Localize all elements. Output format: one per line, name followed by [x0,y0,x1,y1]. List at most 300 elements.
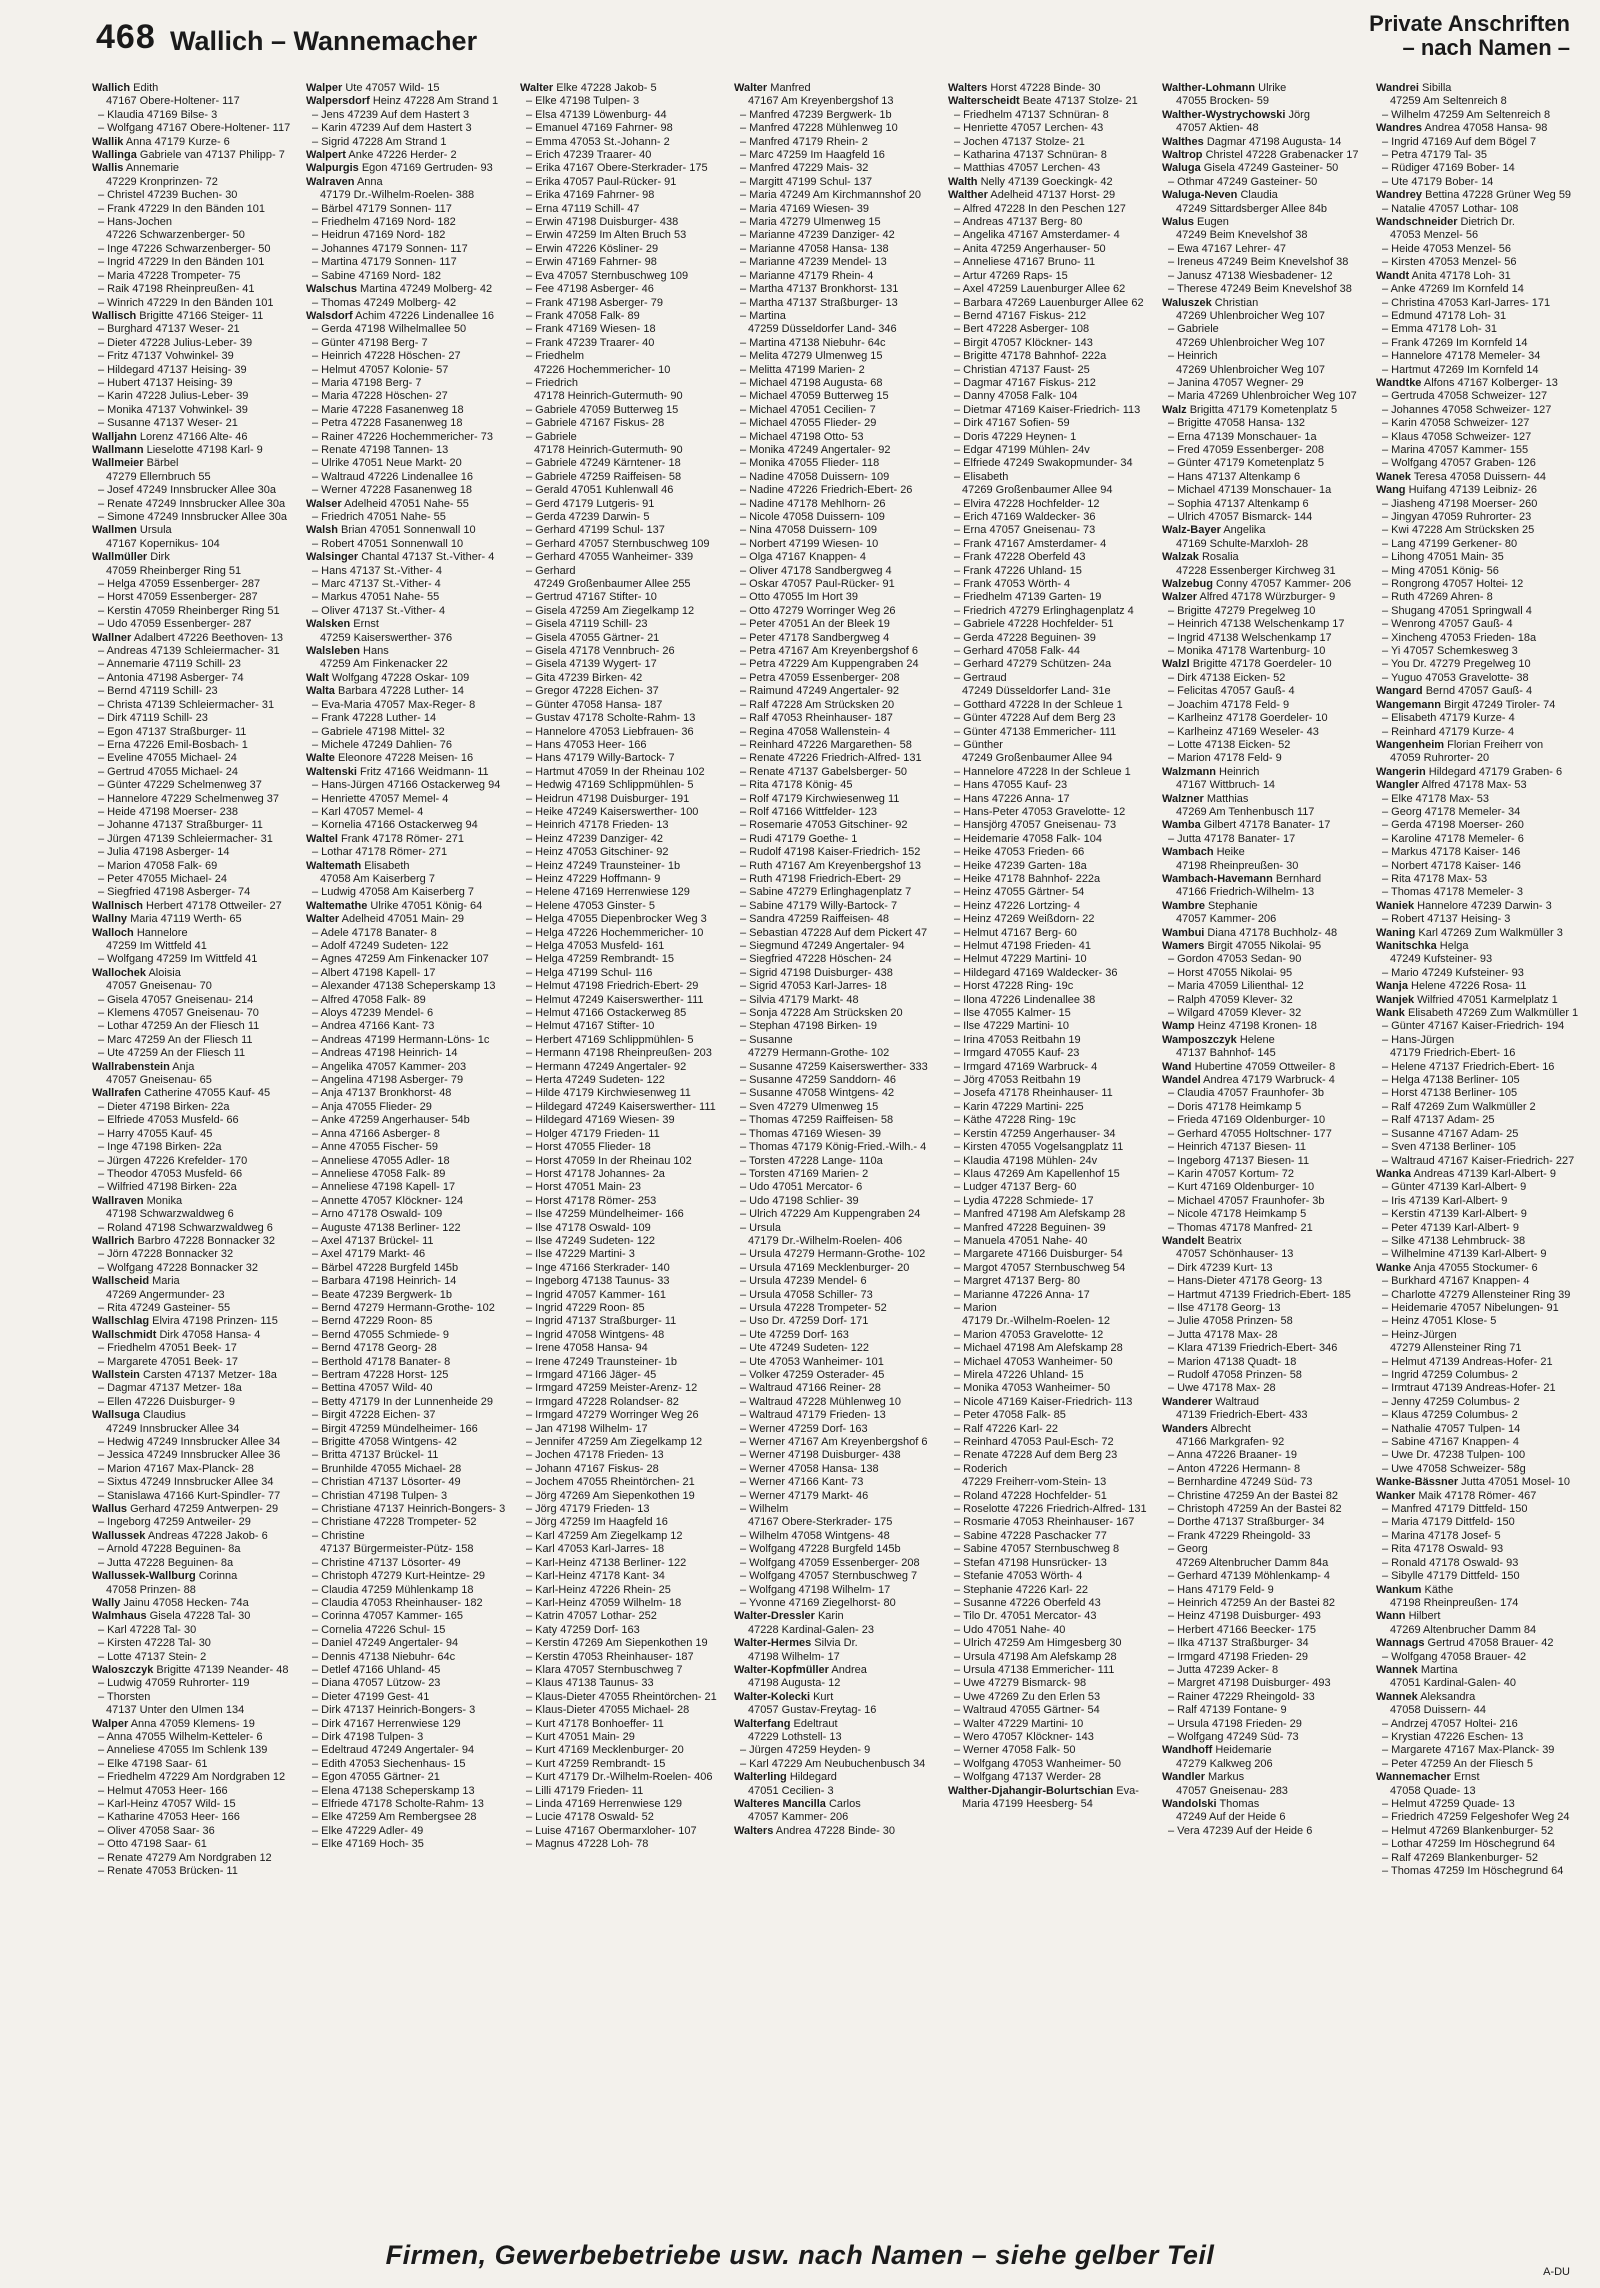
entry-text: – Herbert 47166 Beecker- 175 [1168,1623,1316,1636]
entry-surname: Waltemathe [306,899,368,912]
entry-text: – Friedrich 47279 Erlinghagenplatz 4 [954,604,1134,617]
entry-text: – Heinrich 47259 An der Bastei 82 [1168,1596,1335,1609]
entry-text: – Uwe 47279 Bismarck- 98 [954,1677,1087,1690]
directory-entry [1376,1047,1580,1060]
entry-text: 47167 Wittbruch- 14 [1176,779,1276,792]
directory-entry [1376,189,1580,202]
directory-entry [1162,1396,1366,1409]
directory-entry [948,1181,1152,1194]
entry-text: Elisabeth 47269 Zum Walkmüller 1 [1404,1007,1579,1020]
directory-entry [734,511,938,524]
entry-surname: Wandtke [1376,376,1422,389]
directory-entry [306,1516,510,1529]
directory-entry [1162,1798,1366,1811]
entry-text: – Birgit 47228 Eichen- 37 [312,1409,436,1422]
directory-entry [948,310,1152,323]
entry-text: – Christa 47139 Schleiermacher- 31 [98,698,275,711]
entry-text: – Jens 47239 Auf dem Hastert 3 [312,108,470,121]
directory-entry [948,752,1152,765]
entry-text: – Helga 47199 Schul- 116 [526,966,653,979]
directory-entry [520,953,724,966]
entry-text: Alfred 47178 Max- 53 [1419,779,1527,792]
entry-surname: Wally [92,1596,121,1609]
entry-text: – Ursula 47279 Hermann-Grothe- 102 [740,1248,926,1261]
entry-surname: Walter [520,82,554,94]
entry-text: – Manfred 47239 Bergwerk- 1b [740,108,892,121]
directory-entry [1162,457,1366,470]
directory-entry [306,1356,510,1369]
entry-text: – Ralf 47228 Am Strücksken 20 [740,698,895,711]
directory-entry [1376,1356,1580,1369]
directory-entry [734,1034,938,1047]
entry-surname: Wallmüller [92,551,148,564]
directory-entry [734,886,938,899]
directory-entry [520,994,724,1007]
directory-entry [1376,1101,1580,1114]
entry-text: – Monika 47055 Flieder- 118 [740,457,880,470]
entry-text: – Frank 47239 Traarer- 40 [526,336,655,349]
entry-text: – Lydia 47228 Schmiede- 17 [954,1194,1094,1207]
directory-entry [1376,980,1580,993]
directory-entry [520,1758,724,1771]
entry-text: Anita 47178 Loh- 31 [1409,269,1511,282]
directory-entry [734,1651,938,1664]
entry-text: Egon 47169 Gertruden- 93 [358,162,493,175]
entry-text: – Raimund 47249 Angertaler- 92 [740,685,899,698]
directory-entry [306,417,510,430]
directory-entry [1376,806,1580,819]
directory-entry [1376,1128,1580,1141]
entry-text: – Renate 47279 Am Nordgraben 12 [98,1851,272,1864]
entry-text: – Heinrich 47228 Höschen- 27 [312,350,461,363]
entry-text: – Dagmar 47167 Fiskus- 212 [954,376,1096,389]
entry-text: 47249 Düsseldorfer Land- 31e [962,685,1111,698]
entry-text: – Ute 47179 Bober- 14 [1382,175,1494,188]
directory-entry [734,578,938,591]
directory-entry [520,1731,724,1744]
entry-text: – Aloys 47239 Mendel- 6 [312,1007,434,1020]
directory-entry [948,511,1152,524]
directory-entry [306,900,510,913]
entry-text: 47279 Hermann-Grothe- 102 [748,1047,890,1060]
entry-text: 47057 Kammer- 206 [748,1811,849,1824]
directory-entry [948,605,1152,618]
entry-text: – Gerhard [526,564,576,577]
entry-text: 47053 Menzel- 56 [1390,229,1479,242]
directory-entry [948,1651,1152,1664]
entry-text: – Dirk 47138 Eicken- 52 [1168,671,1286,684]
directory-entry [92,1852,296,1865]
directory-entry [92,1396,296,1409]
page-title: Wallich – Wannemacher [170,26,478,56]
entry-text: – Lang 47199 Gerkener- 80 [1382,537,1518,550]
entry-surname: Waluga [1162,162,1201,175]
directory-entry [92,819,296,832]
entry-text: – Norbert 47178 Kaiser- 146 [1382,859,1521,872]
directory-entry [948,1691,1152,1704]
entry-text: Adelheid 47051 Nahe- 55 [341,497,469,510]
directory-entry [734,1758,938,1771]
directory-entry [1162,1785,1366,1798]
entry-text: – Hans-Jürgen 47166 Ostackerweg 94 [312,779,501,792]
entry-text: – Christiane 47137 Heinrich-Bongers- 3 [312,1503,506,1516]
entry-text: – Anneliese 47167 Bruno- 11 [954,256,1096,269]
entry-text: – Erna 47226 Emil-Bosbach- 1 [98,738,248,751]
entry-text: – Gisela 47119 Schill- 23 [526,618,648,631]
entry-text: – Janusz 47138 Wiesbadener- 12 [1168,269,1333,282]
directory-entry [1376,1798,1580,1811]
entry-text: – Klaus 47259 Columbus- 2 [1382,1409,1518,1422]
directory-entry [734,873,938,886]
directory-entry [734,377,938,390]
directory-entry [948,297,1152,310]
directory-entry [948,538,1152,551]
entry-text: – Gerhard 47055 Wanheimer- 339 [526,551,694,564]
entry-text: – Maria 47169 Wiesen- 39 [740,202,870,215]
entry-text: – Heinz-Jürgen [1382,1328,1457,1341]
directory-entry [306,256,510,269]
entry-text: – Danny 47058 Falk- 104 [954,390,1078,403]
directory-column-7 [1376,82,1580,2232]
directory-entry [520,390,724,403]
entry-text: Helene 47226 Rosa- 11 [1408,980,1527,993]
directory-entry [948,1490,1152,1503]
directory-entry [948,1382,1152,1395]
directory-entry [92,1409,296,1422]
entry-text: – Iris 47139 Karl-Albert- 9 [1382,1194,1508,1207]
entry-text: – Gerhard 47139 Möhlenkamp- 4 [1168,1570,1331,1583]
entry-text: – Karin 47058 Schweizer- 127 [1382,417,1530,430]
entry-text: – Anna 47226 Braaner- 19 [1168,1449,1298,1462]
entry-text: – Thomas 47169 Wiesen- 39 [740,1127,882,1140]
directory-entry [1162,913,1366,926]
directory-entry [92,457,296,470]
directory-entry [734,243,938,256]
entry-text: – Hedwig 47249 Innsbrucker Allee 34 [98,1436,281,1449]
directory-entry [734,431,938,444]
directory-entry [734,1409,938,1422]
entry-text: – Wolfgang 47137 Werder- 28 [954,1771,1101,1784]
directory-entry [1162,1637,1366,1650]
entry-text: – Bernd 47119 Schill- 23 [98,685,218,698]
directory-entry [520,538,724,551]
directory-entry [948,632,1152,645]
directory-entry [734,645,938,658]
entry-text: – Jutta 47178 Max- 28 [1168,1328,1278,1341]
directory-entry [1376,1691,1580,1704]
directory-entry [1376,1476,1580,1489]
entry-text: – Lothar 47178 Römer- 271 [312,846,448,859]
entry-text: – Susanne 47058 Wintgens- 42 [740,1087,895,1100]
directory-column-5 [948,82,1152,2232]
entry-surname: Walteres Mancilla [734,1798,826,1810]
directory-entry [1376,591,1580,604]
directory-entry [1162,1758,1366,1771]
entry-text: – Klara 47057 Sternbuschweg 7 [526,1663,683,1676]
directory-entry [520,819,724,832]
entry-text: – Bettina 47057 Wild- 40 [312,1382,433,1395]
directory-entry [92,672,296,685]
directory-entry [1376,1610,1580,1623]
entry-text: – Martha 47137 Straßburger- 13 [740,296,898,309]
directory-entry [306,953,510,966]
entry-text: – Olga 47167 Knappen- 4 [740,551,866,564]
directory-entry [1376,1530,1580,1543]
directory-entry [948,1329,1152,1342]
entry-text: – Arnold 47228 Beguinen- 8a [98,1543,241,1556]
directory-entry [306,1061,510,1074]
entry-text: – Heinrich [1168,350,1218,363]
directory-entry [734,283,938,296]
directory-entry [734,1007,938,1020]
entry-surname: Wallraven [92,1194,144,1207]
entry-text: – Gisela 47178 Vennbruch- 26 [526,645,675,658]
directory-entry [1376,967,1580,980]
directory-entry [734,819,938,832]
directory-entry [1162,1141,1366,1154]
directory-entry [948,953,1152,966]
entry-text: 47058 Quade- 13 [1390,1784,1476,1797]
directory-entry [1162,417,1366,430]
directory-entry [1162,1624,1366,1637]
directory-entry [92,1530,296,1543]
directory-entry [1376,1315,1580,1328]
directory-entry [734,632,938,645]
entry-text: – Alexander 47138 Scheperskamp 13 [312,980,496,993]
directory-entry [734,404,938,417]
entry-text: Bettina 47228 Grüner Weg 59 [1422,189,1572,202]
entry-text: – Henriette 47057 Memel- 4 [312,792,449,805]
entry-text: 47057 Aktien- 48 [1176,122,1259,135]
entry-text: – Friedhelm 47169 Nord- 182 [312,216,456,229]
entry-text: – Karl-Heinz 47059 Wilhelm- 18 [526,1596,682,1609]
entry-text: – Irina 47053 Reitbahn 19 [954,1033,1081,1046]
entry-text: Edith [130,82,159,94]
entry-text: – Wilgard 47059 Klever- 32 [1168,1007,1302,1020]
entry-text: – Kerstin 47059 Rheinberger Ring 51 [98,604,280,617]
entry-text: – Maria 47269 Uhlenbroicher Weg 107 [1168,390,1357,403]
entry-text: – Hubert 47137 Heising- 39 [98,376,233,389]
directory-entry [1376,498,1580,511]
entry-surname: Walterfang [734,1717,791,1730]
entry-text: – Kirsten 47053 Menzel- 56 [1382,256,1517,269]
directory-entry [306,1449,510,1462]
entry-text: Barbro 47228 Bonnacker 32 [134,1234,276,1247]
directory-entry [306,779,510,792]
entry-text: – Elfriede 47249 Swakopmunder- 34 [954,457,1133,470]
directory-entry [1376,766,1580,779]
entry-text: – Nicole 47058 Duissern- 109 [740,511,885,523]
entry-surname: Walsken [306,618,351,631]
directory-entry [734,658,938,671]
directory-entry [1162,1557,1366,1570]
directory-entry [734,1128,938,1141]
directory-entry [948,95,1152,108]
entry-text: 47167 Am Kreyenbergshof 13 [748,95,894,108]
directory-entry [92,1034,296,1047]
directory-entry [734,1208,938,1221]
entry-text: – Manfred 47228 Mühlenweg 10 [740,122,898,135]
entry-text: – Günter 47179 Kometenplatz 5 [1168,457,1324,470]
entry-text: – Gerald 47051 Kuhlenwall 46 [526,484,674,497]
entry-text: – Linda 47169 Herrenwiese 129 [526,1798,682,1810]
directory-entry [1162,967,1366,980]
entry-text: 47249 Auf der Heide 6 [1176,1811,1286,1824]
directory-entry [1376,846,1580,859]
entry-text: – Martha 47137 Bronkhorst- 131 [740,283,899,296]
directory-entry [92,953,296,966]
entry-text: Horst 47228 Binde- 30 [987,82,1101,94]
directory-entry [306,457,510,470]
directory-entry [520,1289,724,1302]
directory-entry [306,1476,510,1489]
entry-text: 47167 Obere-Holtener- 117 [106,95,240,108]
entry-text: – Maria 47198 Berg- 7 [312,376,422,389]
directory-entry [734,900,938,913]
directory-entry [306,404,510,417]
entry-text: – Wolfgang 47249 Süd- 73 [1168,1730,1299,1743]
entry-surname: Walther-Wystrychowski [1162,108,1286,121]
entry-text: – Ellen 47226 Duisburger- 9 [98,1395,235,1408]
entry-surname: Walther-Lohmann [1162,82,1256,94]
entry-text: – Hans 47055 Kauf- 23 [954,779,1068,792]
directory-entry [1162,270,1366,283]
directory-entry [948,1302,1152,1315]
directory-entry [520,310,724,323]
directory-entry [734,927,938,940]
entry-text: – Kornelia 47166 Ostackerweg 94 [312,819,478,832]
entry-text: Andreas 47228 Jakob- 6 [145,1529,268,1542]
entry-text: – Ute 47249 Sudeten- 122 [740,1342,870,1355]
directory-entry [734,1811,938,1824]
directory-entry [734,672,938,685]
entry-surname: Walraven [306,175,355,188]
entry-text: 47259 Düsseldorfer Land- 346 [748,323,897,336]
directory-entry [734,364,938,377]
entry-text: – Emma 47053 St.-Johann- 2 [526,135,670,148]
entry-text: – Yuguo 47053 Gravelotte- 38 [1382,671,1529,684]
entry-text: Eva- [1113,1784,1139,1797]
entry-surname: Waluga-Neven [1162,189,1238,202]
directory-entry [1376,444,1580,457]
entry-text: 47137 Bürgermeister-Pütz- 158 [320,1543,474,1556]
entry-text: – Wero 47057 Klöckner- 143 [954,1730,1094,1743]
directory-entry [734,82,938,95]
entry-text: – Ilse 47178 Oswald- 109 [526,1221,651,1234]
entry-text: – Gertruda 47058 Schweizer- 127 [1382,390,1548,403]
entry-surname: Wambre [1162,899,1205,912]
entry-text: – Renate 47228 Auf dem Berg 23 [954,1449,1118,1462]
directory-entry [1162,1718,1366,1731]
entry-text: – Eveline 47055 Michael- 24 [98,752,237,765]
directory-entry [1376,457,1580,470]
directory-entry [306,766,510,779]
entry-text: – Anton 47226 Hermann- 8 [1168,1462,1301,1475]
entry-text: Jainu 47058 Hecken- 74a [120,1596,249,1609]
directory-entry [1376,1838,1580,1851]
directory-entry [948,967,1152,980]
entry-text: – Erich 47169 Waldecker- 36 [954,511,1096,523]
directory-entry [306,1181,510,1194]
directory-entry [306,524,510,537]
directory-entry [1376,484,1580,497]
entry-text: Andrea [828,1663,867,1676]
directory-entry [92,1155,296,1168]
directory-entry [1376,109,1580,122]
entry-text: – Ulrich 47057 Bismarck- 144 [1168,511,1313,523]
directory-entry [306,109,510,122]
entry-text: – Christiane 47228 Trompeter- 52 [312,1516,477,1529]
directory-entry [1162,726,1366,739]
directory-entry [734,1704,938,1717]
directory-entry [948,994,1152,1007]
directory-entry [92,136,296,149]
entry-surname: Wandres [1376,122,1423,135]
directory-entry [734,591,938,604]
entry-text: – Gabriele 47167 Fiskus- 28 [526,417,665,430]
entry-surname: Walthes [1162,135,1204,148]
entry-text: – Thomas 47259 Raiffeisen- 58 [740,1114,894,1127]
directory-entry [306,1074,510,1087]
entry-text: – Karlheinz 47178 Goerdeler- 10 [1168,712,1328,725]
directory-entry [948,122,1152,135]
entry-text: – Heidrun 47198 Duisburger- 191 [526,792,690,805]
entry-text: – Jörg 47269 Am Siepenkothen 19 [526,1489,695,1502]
directory-entry [948,1785,1152,1798]
directory-entry [306,1557,510,1570]
entry-text: – Ralf 47053 Rheinhauser- 187 [740,712,893,725]
directory-entry [92,739,296,752]
directory-entry [948,886,1152,899]
directory-entry [1162,1731,1366,1744]
entry-text: – Dennis 47138 Niebuhr- 64c [312,1650,456,1663]
directory-entry [734,1584,938,1597]
entry-text: – Karl 47228 Tal- 30 [98,1623,197,1636]
entry-text: – Ursula [740,1221,781,1234]
directory-entry [734,162,938,175]
directory-entry [1162,873,1366,886]
entry-text: – Petra 47229 Am Kuppengraben 24 [740,658,919,671]
entry-surname: Wallussek-Wallburg [92,1570,196,1583]
entry-text: – Helga 47053 Musfeld- 161 [526,940,665,952]
entry-text: 47137 Unter den Ulmen 134 [106,1704,245,1717]
directory-entry [948,1677,1152,1690]
directory-entry [948,658,1152,671]
directory-entry [92,578,296,591]
entry-text: – Edith 47053 Siechenhaus- 15 [312,1757,466,1770]
entry-text: – Inge 47226 Schwarzenberger- 50 [98,242,271,255]
entry-text: – Udo 47051 Nahe- 40 [954,1623,1066,1636]
entry-text: Ulrike 47051 König- 64 [367,899,483,912]
entry-text: – Cornelia 47226 Schul- 15 [312,1623,446,1636]
directory-entry [92,95,296,108]
directory-entry [306,1114,510,1127]
entry-text: – Michael 47139 Monschauer- 1a [1168,484,1332,497]
entry-text: – Wolfgang 47198 Wilhelm- 17 [740,1583,891,1596]
directory-entry [306,699,510,712]
entry-text: – Hermann 47198 Rheinpreußen- 203 [526,1047,712,1060]
directory-entry [520,726,724,739]
entry-text: Sibilla [1419,82,1452,94]
directory-entry [520,1235,724,1248]
directory-entry [1162,618,1366,631]
entry-text: – Renate 47249 Innsbrucker Allee 30a [98,497,286,510]
directory-entry [92,1677,296,1690]
directory-entry [734,323,938,336]
entry-text: 47169 Schulte-Marxloh- 28 [1176,537,1309,550]
entry-text: – Emma 47178 Loh- 31 [1382,323,1497,336]
directory-entry [520,1168,724,1181]
